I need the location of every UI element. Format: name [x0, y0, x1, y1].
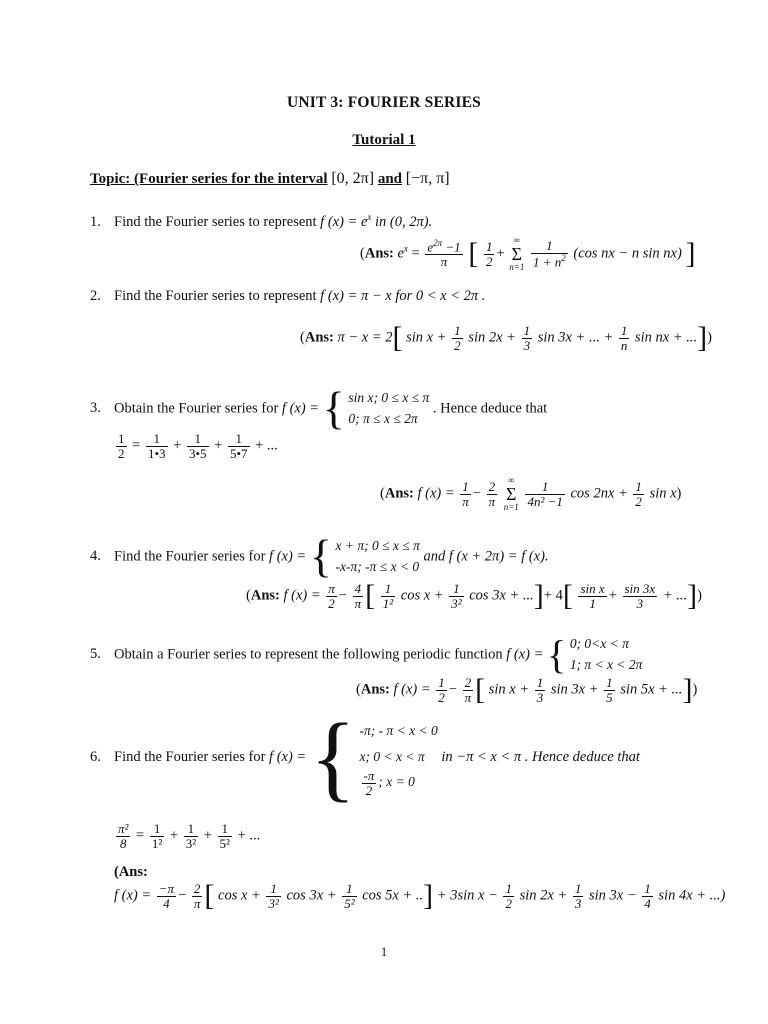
case-2: 1; π < x < 2π: [569, 656, 643, 672]
exponent: x: [403, 243, 408, 254]
numerator: 1: [635, 478, 642, 494]
problem-1: [90, 212, 750, 231]
numerator: 1: [438, 675, 445, 690]
denominator: 3²: [268, 895, 279, 911]
numerator: 1: [118, 431, 125, 446]
problem-tail: and f (x + 2π) = f (x).: [423, 548, 549, 565]
problem-text: Find the Fourier series to represent: [114, 213, 317, 230]
series-tail: + ...: [237, 827, 261, 844]
numerator: 1: [150, 822, 164, 837]
denominator: 2: [118, 445, 125, 461]
numerator: 1: [266, 882, 280, 897]
denominator: π: [462, 493, 469, 509]
topic-interval-2: [−π, π]: [405, 170, 450, 187]
problem-text: Obtain the Fourier series for: [114, 400, 279, 417]
page-subtitle: Tutorial 1: [352, 132, 416, 148]
numerator: e: [427, 239, 434, 255]
fraction: [184, 822, 198, 850]
answer-6: f (x) = $\frac{-\pi}{4}$ − $\frac{2}{\pi}$ [ cos x + $\frac{1}{\text{3²}}$ cos 3x + $\frac{1}{\text{5²}}$ cos 5x + ..] + 3sin x − $\frac{1}{2}$ sin 2x + $\frac{1}{3}$ sin 3x − $\frac{1}{4}$ sin 4x + ...): [114, 879, 726, 913]
numerator: π²: [118, 821, 129, 836]
problem-3: 3. Obtain the Fourier series for f (x) = { sin x; 0 ≤ x ≤ π 0; π ≤ x ≤ 2π . Hence deduce that: [90, 382, 548, 434]
numerator: 1: [536, 675, 544, 690]
fraction: [228, 432, 250, 460]
numerator: 1: [523, 323, 531, 338]
exponent: 2π: [433, 238, 443, 249]
sum-lower: n=1: [509, 262, 525, 272]
summation: ∞ Σ n=1: [509, 235, 525, 272]
numerator: -π: [363, 768, 375, 784]
piecewise-cases: [348, 388, 429, 430]
problem-text: Obtain a Fourier series to represent the following periodic function: [114, 646, 503, 663]
numerator: 1: [505, 881, 512, 896]
denominator: 5²: [344, 895, 355, 911]
numerator: 4: [353, 582, 364, 597]
fraction: [150, 822, 164, 850]
case-2: x; 0 < x < π: [359, 748, 425, 764]
term: cos x +: [218, 887, 261, 904]
case-1: 0; 0<x < π: [569, 636, 629, 651]
problem-6: 6. Find the Fourier series for f (x) = { -π; - π < x < 0 x; 0 < x < π $\frac{-\pi}{2}$ ; x = 0 in −π < x < π . Hence deduce that: [90, 703, 640, 811]
fraction: [187, 432, 209, 460]
problem-5: 5. Obtain a Fourier series to represent the following periodic function f (x) = { 0; 0<x < π 1; π < x < 2π: [90, 631, 643, 677]
function-def: f (x) = e: [320, 213, 368, 230]
function-def: f (x) =: [269, 548, 307, 565]
denominator: 1•3: [147, 445, 166, 461]
fraction: [452, 324, 463, 352]
function-def: f (x) =: [281, 400, 320, 417]
denominator: 4: [163, 895, 170, 911]
problem-tail: in (0, 2π).: [375, 213, 433, 230]
case-1: sin x; 0 ≤ x ≤ π: [348, 390, 430, 405]
topic-and: and: [377, 171, 403, 187]
numerator: 1: [218, 822, 232, 837]
answer-label: Ans:: [360, 681, 390, 698]
fraction: [326, 582, 337, 610]
denominator: 4n² −1: [527, 493, 563, 509]
denominator: 2: [635, 493, 642, 509]
case-1: -π; - π < x < 0: [359, 723, 438, 738]
numerator: 1: [525, 480, 564, 495]
numerator: 1: [460, 480, 471, 495]
denominator: 5: [606, 689, 613, 705]
numerator: −π: [158, 881, 175, 896]
numerator: 2: [487, 480, 498, 495]
problem-number: 5.: [90, 646, 101, 663]
denominator: π: [488, 493, 496, 509]
case-3: [360, 769, 438, 797]
term: sin 2x +: [468, 329, 516, 346]
denominator: 3: [574, 895, 582, 911]
problem-text: Find the Fourier series to represent: [114, 288, 317, 304]
denominator: 2: [328, 595, 335, 611]
summation: ∞ Σ n=1: [503, 475, 519, 512]
fraction: [484, 240, 495, 268]
denominator: 2: [365, 782, 373, 798]
answer-4: (Ans: f (x) = $\frac{\pi}{2}$ − $\frac{4}{\pi}$ [ $\frac{1}{\text{1²}}$ cos x + $\frac{1}{\text{3²}}$ cos 3x + ...]+ 4[ $\frac{\text{sin x}}{1}$ + $\frac{\sin 3x}{3}$ + ...]): [246, 579, 702, 613]
numerator: 1: [228, 432, 250, 447]
denominator: 2: [454, 337, 461, 353]
fraction: [487, 480, 498, 508]
denominator: 4: [644, 895, 651, 911]
denominator: n: [620, 337, 628, 353]
term: cos 3x +: [286, 887, 337, 904]
sum-lower: n=1: [503, 502, 519, 512]
numerator: π: [328, 581, 335, 596]
problem-number: 3.: [90, 400, 101, 417]
numerator: 1: [531, 239, 568, 254]
function-def: f (x) =: [506, 646, 544, 663]
topic-interval-1: [0, 2π]: [331, 170, 375, 187]
case-2: 0; π ≤ x ≤ 2π: [348, 410, 418, 426]
fraction: [604, 676, 615, 704]
case-1: x + π; 0 ≤ x ≤ π: [335, 538, 420, 553]
topic-heading: [90, 170, 690, 188]
answer-3: (Ans: f (x) = $\frac{1}{\pi}$ − $\frac{2}{\pi}$ ∞ Σ n=1 $\frac{1}{\text{4n² −1}}$ cos 2nx + $\frac{1}{2}$ sin x): [380, 475, 682, 512]
sum-upper: ∞: [508, 475, 515, 485]
answer-label: Ans:: [364, 245, 394, 262]
numerator: sin x: [580, 581, 605, 596]
term: + 4: [543, 587, 563, 604]
denominator: 3: [636, 595, 644, 611]
answer-5: (Ans: f (x) = $\frac{1}{2}$ − $\frac{2}{\pi}$ [ sin x + $\frac{1}{3}$ sin 3x + $\frac{1}{5}$ sin 5x + ...]): [356, 673, 698, 707]
case-2: -x-π; -π ≤ x < 0: [335, 558, 420, 574]
denominator: π: [440, 254, 448, 270]
numerator-tail: −1: [442, 239, 461, 255]
fraction: [218, 822, 232, 850]
fraction: [623, 582, 658, 610]
fraction: [116, 822, 130, 850]
numerator: 1: [342, 882, 356, 897]
denominator: 3•5: [188, 445, 207, 461]
numerator: 1: [485, 238, 493, 254]
problem-text: Find the Fourier series for: [114, 548, 266, 565]
denominator: 3: [536, 689, 544, 705]
minus-sign: −: [472, 485, 481, 502]
piecewise-cases: [570, 634, 643, 676]
piecewise-cases: [336, 536, 420, 578]
fraction: [525, 480, 564, 508]
answer-lhs: f (x) =: [417, 485, 455, 502]
fraction: [449, 582, 463, 610]
denominator: π: [193, 895, 201, 911]
fraction: [381, 582, 395, 610]
fraction: [116, 432, 127, 460]
numerator: 1: [574, 881, 582, 896]
fraction: [503, 882, 514, 910]
term: sin x: [649, 485, 677, 502]
term: sin 3x +: [550, 681, 599, 698]
answer-tail: (cos nx − n sin nx): [573, 245, 682, 262]
term: + 3sin x −: [436, 887, 498, 904]
denominator: 3: [523, 337, 531, 353]
numerator: 1: [381, 582, 395, 597]
denominator: 5•7: [229, 445, 248, 461]
fraction: [633, 480, 644, 508]
answer-lhs: f (x) =: [283, 587, 321, 604]
term: sin 4x + ...): [658, 887, 726, 904]
fraction: [578, 582, 606, 610]
denominator: 1²: [382, 595, 394, 611]
term: sin x +: [406, 329, 447, 346]
problem-tail: in −π < x < π . Hence deduce that: [441, 749, 640, 766]
fraction: [192, 882, 203, 910]
problem-number: 2.: [90, 288, 101, 304]
numerator: 1: [449, 582, 463, 597]
deduce-6: $\frac{\text{π²}}{8}$ = $\frac{1}{\text{1²}}$ + $\frac{1}{\text{3²}}$ + $\frac{1}{\text{5²}}$ + ...: [118, 821, 261, 851]
denominator: 5²: [219, 835, 230, 851]
sum-upper: ∞: [513, 235, 520, 245]
page-number: 1: [380, 944, 388, 959]
exponent: 2: [561, 252, 566, 263]
fraction: [573, 882, 584, 910]
topic-prefix: Topic: (Fourier series for the interval: [90, 171, 328, 187]
numerator: 1: [606, 675, 613, 690]
fraction: [353, 582, 364, 610]
term: sin 3x + ... +: [537, 329, 614, 346]
term: cos 2nx +: [570, 485, 628, 502]
series-tail: + ...: [255, 437, 278, 454]
denominator: 2: [485, 253, 493, 269]
denominator: 3²: [185, 835, 197, 851]
term: sin 3x −: [589, 887, 637, 904]
function-def: f (x) =: [269, 749, 307, 766]
numerator: sin 3x: [624, 581, 656, 596]
problem-tail: . Hence deduce that: [432, 400, 548, 417]
numerator: 2: [192, 882, 203, 897]
fraction: [342, 882, 356, 910]
denominator: 1: [589, 595, 596, 611]
answer-lhs: f (x) =: [393, 681, 431, 698]
fraction: [146, 432, 168, 460]
fraction: [157, 882, 176, 910]
term: cos x +: [400, 587, 444, 604]
fraction: [266, 882, 280, 910]
fraction: [436, 676, 447, 704]
term: cos 5x + ..: [362, 887, 424, 904]
fraction: [463, 676, 474, 704]
denominator: 1²: [151, 835, 163, 851]
fraction: [642, 882, 653, 910]
page-title: UNIT 3: FOURIER SERIES: [286, 94, 482, 111]
problem-number: 4.: [90, 548, 101, 565]
numerator: 1: [620, 323, 628, 338]
numerator: 2: [463, 676, 474, 691]
case-3-condition: ; x = 0: [378, 774, 415, 790]
fraction: [619, 324, 630, 352]
fraction: [531, 239, 568, 269]
term: cos 3x + ...: [469, 587, 534, 604]
term: sin x +: [488, 681, 530, 698]
function-def: f (x) = π − x: [320, 288, 392, 304]
answer-lhs: f (x) =: [114, 887, 152, 904]
answer-lhs: e: [397, 245, 404, 262]
denominator: π: [464, 689, 472, 705]
numerator: 1: [644, 881, 651, 896]
numerator: 1: [184, 822, 198, 837]
denominator: 1 + n: [532, 254, 562, 270]
answer-label: Ans:: [304, 329, 334, 346]
denominator: 2: [438, 689, 445, 705]
answer-label: Ans:: [250, 587, 280, 604]
numerator: 1: [146, 432, 168, 447]
term: sin 2x +: [519, 887, 568, 904]
fraction: [535, 676, 546, 704]
fraction: [425, 239, 462, 269]
answer-label: Ans:: [384, 485, 414, 502]
equals-sign: =: [411, 245, 420, 262]
deduce-3: $\frac{1}{2}$ = $\frac{1}{1•3}$ + $\frac{1}{3•5}$ + $\frac{1}{5•7}$ + ...: [118, 431, 278, 461]
answer-2: (Ans: π − x = 2[ sin x + $\frac{1}{2}$ sin 2x + $\frac{1}{3}$ sin 3x + ... + $\frac{1}{n}$ sin nx + ...]): [300, 321, 713, 355]
term: + ...: [662, 587, 688, 604]
denominator: 8: [119, 835, 127, 851]
term: sin nx + ...: [635, 329, 698, 346]
answer-1: (Ans: $e^x$ = $\frac{e^{2\pi} -1}{\pi}$ [ $\frac{1}{2}$ + ∞ Σ n=1 $\frac{1}{1 + n^2}$ (cos nx − n sin nx) ]: [360, 235, 696, 272]
problem-number: 6.: [90, 749, 101, 766]
problem-tail: for 0 < x < 2π .: [395, 288, 486, 304]
fraction: [362, 769, 377, 797]
denominator: 3²: [451, 595, 462, 611]
piecewise-cases: [360, 718, 438, 798]
fraction: [460, 480, 471, 508]
fraction: [522, 324, 533, 352]
problem-2: [90, 288, 750, 305]
problem-number: 1.: [90, 213, 101, 230]
denominator: 2: [505, 895, 512, 911]
denominator: π: [354, 595, 362, 611]
answer-lhs: π − x = 2: [337, 329, 393, 346]
numerator: 1: [187, 432, 209, 447]
problem-4: 4. Find the Fourier series for f (x) = { x + π; 0 ≤ x ≤ π -x-π; -π ≤ x < 0 and f (x + 2π) = f (x).: [90, 530, 549, 582]
answer-6-label: (Ans:: [114, 864, 148, 880]
numerator: 1: [454, 323, 461, 338]
exponent: x: [367, 212, 372, 222]
problem-text: Find the Fourier series for: [114, 749, 266, 766]
term: sin 5x + ...: [620, 681, 683, 698]
